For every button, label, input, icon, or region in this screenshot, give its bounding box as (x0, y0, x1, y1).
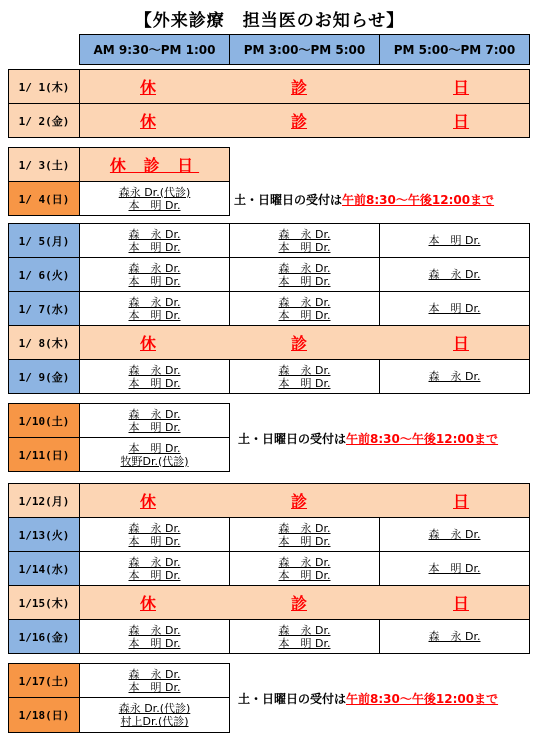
date-cell: 1/12(月) (8, 483, 80, 518)
closed-row (79, 585, 530, 620)
doctor-name: 森 永 Dr. (128, 667, 181, 681)
doctor-name: 本 明 Dr. (128, 441, 181, 455)
doctor-name: 本 明 Dr. (128, 308, 181, 322)
header-pm2: PM 5:00～PM 7:00 (379, 34, 530, 65)
doctor-name: 牧野Dr.(代診) (120, 454, 189, 468)
doctor-name: 森 永 Dr. (278, 261, 331, 275)
closed-char: 診 (291, 594, 308, 613)
closed-char: 日 (453, 112, 470, 131)
closed-cell (79, 147, 230, 182)
page-title: 【外来診療 担当医のお知らせ】 (134, 11, 405, 31)
note-hours: 午前8:30～午後12:00まで (346, 432, 499, 446)
closed-char: 休 (140, 78, 157, 97)
doctor-name: 森 永 Dr. (128, 407, 181, 421)
doctor-cell (229, 359, 380, 394)
doctor-cell (379, 619, 530, 654)
closed-char: 診 (291, 334, 308, 353)
doctor-cell (229, 223, 380, 258)
doctor-name: 森 永 Dr. (128, 521, 181, 535)
doctor-name: 本 明 Dr. (128, 240, 181, 254)
date-cell: 1/ 9(金) (8, 359, 80, 394)
header-pm1: PM 3:00～PM 5:00 (229, 34, 380, 65)
doctor-cell (229, 551, 380, 586)
doctor-name: 本 明 Dr. (128, 680, 181, 694)
note-hours: 午前8:30～午後12:00まで (342, 193, 495, 207)
doctor-name: 本 明 Dr. (128, 568, 181, 582)
closed-char: 休 (140, 334, 157, 353)
doctor-name: 森 永 Dr. (428, 268, 481, 281)
date-cell: 1/ 1(木) (8, 69, 80, 104)
doctor-name: 本 明 Dr. (128, 636, 181, 650)
doctor-cell (379, 517, 530, 552)
doctor-cell (79, 223, 230, 258)
date-cell: 1/11(日) (8, 437, 80, 472)
closed-char: 日 (453, 594, 470, 613)
doctor-name: 森 永 Dr. (428, 630, 481, 643)
doctor-cell (79, 663, 230, 698)
closed-char: 診 (291, 112, 308, 131)
doctor-name: 森永 Dr.(代診) (118, 702, 191, 715)
doctor-cell (379, 291, 530, 326)
closed-char: 診 (291, 492, 308, 511)
doctor-cell (379, 359, 530, 394)
doctor-name: 森 永 Dr. (428, 528, 481, 541)
closed-char: 休 (140, 492, 157, 511)
date-cell: 1/18(日) (8, 697, 80, 733)
date-cell: 1/10(土) (8, 403, 80, 438)
date-cell: 1/ 8(木) (8, 325, 80, 360)
doctor-name: 森 永 Dr. (128, 295, 181, 309)
doctor-name: 森 永 Dr. (128, 623, 181, 637)
date-cell: 1/ 6(火) (8, 257, 80, 292)
closed-char: 日 (453, 492, 470, 511)
date-cell: 1/ 5(月) (8, 223, 80, 258)
doctor-cell (379, 551, 530, 586)
date-cell: 1/ 2(金) (8, 103, 80, 138)
closed-char: 診 (291, 78, 308, 97)
date-cell: 1/ 4(日) (8, 181, 80, 216)
date-cell: 1/14(水) (8, 551, 80, 586)
doctor-cell (79, 551, 230, 586)
doctor-name: 本 明 Dr. (428, 562, 481, 575)
weekend-note (238, 430, 498, 447)
closed-row (79, 103, 530, 138)
doctor-name: 森 永 Dr. (278, 623, 331, 637)
weekend-note (238, 690, 498, 707)
doctor-cell (79, 181, 230, 216)
note-text: 土・日曜日の受付は (234, 193, 343, 207)
doctor-name: 森永 Dr.(代診) (118, 185, 191, 199)
doctor-cell (79, 291, 230, 326)
closed-row (79, 69, 530, 104)
doctor-name: 森 永 Dr. (128, 363, 181, 377)
closed-char: 日 (453, 78, 470, 97)
doctor-cell (379, 257, 530, 292)
doctor-name: 森 永 Dr. (128, 555, 181, 569)
note-hours: 午前8:30～午後12:00まで (346, 692, 499, 706)
doctor-name: 本 明 Dr. (278, 308, 331, 322)
date-cell: 1/ 3(土) (8, 147, 80, 182)
doctor-name: 本 明 Dr. (428, 234, 481, 247)
doctor-cell (79, 437, 230, 472)
date-cell: 1/16(金) (8, 619, 80, 654)
doctor-cell (229, 619, 380, 654)
date-cell: 1/17(土) (8, 663, 80, 698)
doctor-name: 本 明 Dr. (128, 198, 181, 212)
doctor-cell (379, 223, 530, 258)
doctor-name: 森 永 Dr. (278, 227, 331, 241)
closed-char: 休 (140, 594, 157, 613)
doctor-name: 本 明 Dr. (128, 376, 181, 390)
doctor-name: 村上Dr.(代診) (120, 715, 189, 728)
doctor-cell (229, 257, 380, 292)
weekend-note (234, 191, 494, 208)
doctor-cell (79, 403, 230, 438)
doctor-name: 本 明 Dr. (428, 302, 481, 315)
note-text: 土・日曜日の受付は (238, 432, 347, 446)
doctor-name: 本 明 Dr. (278, 376, 331, 390)
doctor-name: 本 明 Dr. (278, 636, 331, 650)
doctor-name: 森 永 Dr. (278, 363, 331, 377)
doctor-cell (229, 517, 380, 552)
date-cell: 1/13(火) (8, 517, 80, 552)
doctor-name: 本 明 Dr. (278, 534, 331, 548)
doctor-name: 森 永 Dr. (128, 227, 181, 241)
header-am: AM 9:30～PM 1:00 (79, 34, 230, 65)
doctor-name: 本 明 Dr. (278, 274, 331, 288)
doctor-name: 森 永 Dr. (278, 295, 331, 309)
doctor-cell (79, 359, 230, 394)
closed-label: 休 診 日 (109, 156, 200, 175)
doctor-cell (79, 517, 230, 552)
doctor-name: 森 永 Dr. (428, 370, 481, 383)
date-cell: 1/ 7(水) (8, 291, 80, 326)
closed-char: 休 (140, 112, 157, 131)
doctor-name: 本 明 Dr. (278, 240, 331, 254)
doctor-name: 森 永 Dr. (128, 261, 181, 275)
doctor-name: 本 明 Dr. (128, 274, 181, 288)
doctor-name: 本 明 Dr. (128, 534, 181, 548)
doctor-name: 森 永 Dr. (278, 555, 331, 569)
closed-row (79, 325, 530, 360)
doctor-cell (79, 619, 230, 654)
doctor-name: 森 永 Dr. (278, 521, 331, 535)
doctor-cell (79, 257, 230, 292)
closed-row (79, 483, 530, 518)
doctor-name: 本 明 Dr. (128, 420, 181, 434)
note-text: 土・日曜日の受付は (238, 692, 347, 706)
doctor-name: 本 明 Dr. (278, 568, 331, 582)
doctor-cell (79, 697, 230, 733)
closed-char: 日 (453, 334, 470, 353)
date-cell: 1/15(木) (8, 585, 80, 620)
doctor-cell (229, 291, 380, 326)
